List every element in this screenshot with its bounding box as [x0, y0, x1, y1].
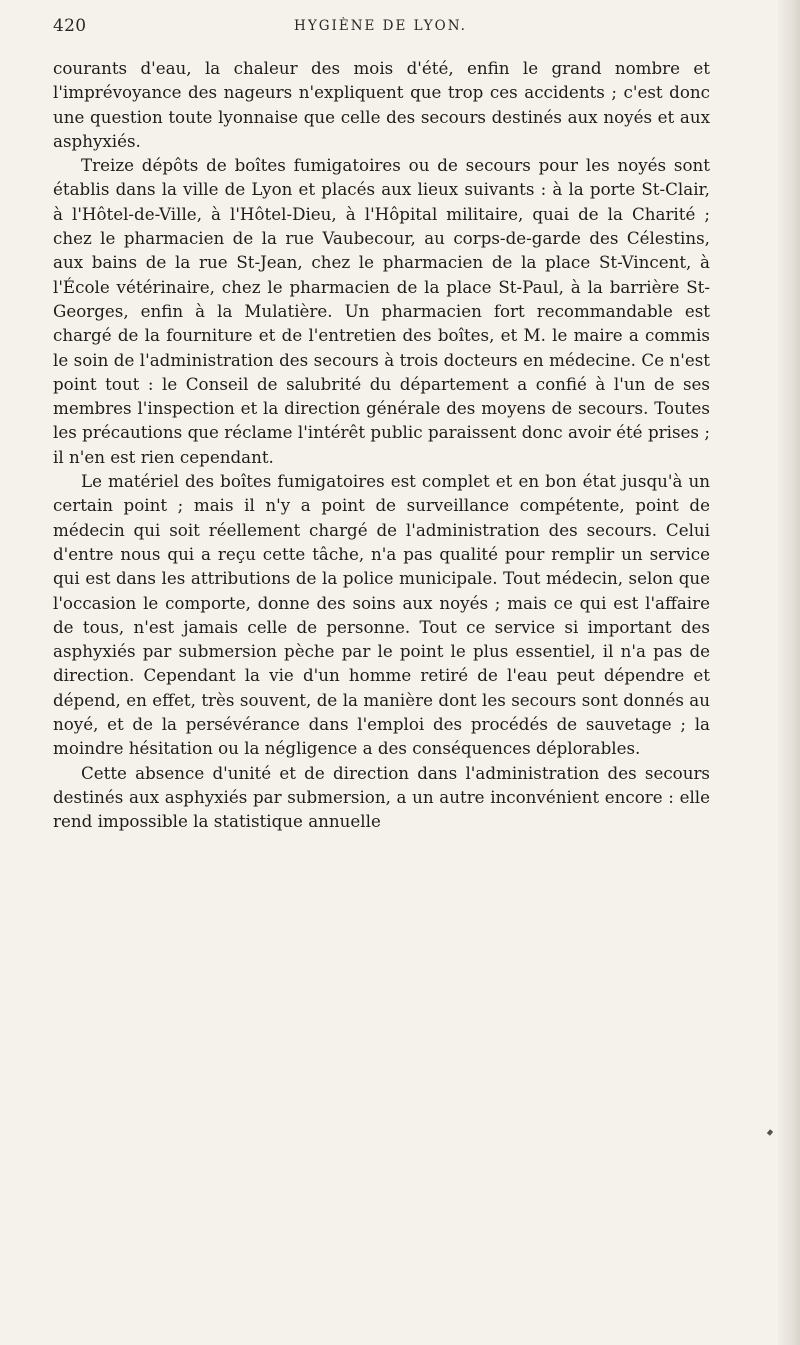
paragraph-materiel: Le matériel des boîtes fumigatoires est complet et en bon état jusqu'à un certain point ; mais il n'y a point de surveillance compétente, point de médecin qui soit réellement chargé de l'administration des secours. Celui d'entre nous qui a reçu cette tâche, n'a pas qualité pour remplir un service qui est dans les attributions de la police municipale. Tout médecin, selon que l'occasion le comporte, donne des soins aux noyés ; mais ce qui est l'affaire de tous, n'est jamais celle de personne. Tout ce service si important des asphyxiés par submersion pèche par le point le plus essentiel, il n'a pas de direction. Cependant la vie d'un homme retiré de l'eau peut dépendre et dépend, en effet, très souvent, de la manière dont les secours sont donnés au noyé, et de la persévérance dans l'emploi des procédés de sauvetage ; la moindre hésitation ou la négligence a des conséquences déplorables.	[53, 471, 710, 759]
paragraph-depots: Treize dépôts de boîtes fumigatoires ou de secours pour les noyés sont établis dans la ville de Lyon et placés aux lieux suivants : à la porte St-Clair, à l'Hôtel-de-Ville, à l'Hôtel-Dieu, à l'Hôpital militaire, quai de la Charité ; chez le pharmacien de la rue Vaubecour, au corps-de-garde des Célestins, aux bains de la rue St-Jean, chez le pharmacien de la place St-Vincent, à l'École vétérinaire, chez le pharmacien de la place St-Paul, à la barrière St-Georges, enfin à la Mulatière. Un pharmacien fort recommandable est chargé de la fourniture et de l'entretien des boîtes, et M. le maire a commis le soin de l'administration des secours à trois docteurs en médecine. Ce n'est point tout : le Conseil de salubrité du département a confié à l'un de ses membres l'inspection et la direction générale des moyens de secours. Toutes les précautions que réclame l'intérêt public paraissent donc avoir été prises ; il n'en est rien cependant.	[53, 155, 710, 467]
paragraph-continued: courants d'eau, la chaleur des mois d'été, enfin le grand nombre et l'imprévoyance des nageurs n'expliquent que trop ces accidents ; c'est donc une question toute lyonnaise que celle des secours destinés aux noyés et aux asphyxiés.	[53, 58, 710, 151]
page-header	[53, 16, 708, 38]
running-title: HYGIÈNE DE LYON.	[294, 18, 467, 34]
page-edge-shadow	[778, 0, 800, 1345]
paper-speck	[767, 1129, 773, 1135]
body-text	[53, 56, 710, 834]
page-number: 420	[53, 16, 87, 36]
paragraph-absence: Cette absence d'unité et de direction dans l'administration des secours destinés aux asphyxiés par submersion, a un autre inconvénient encore : elle rend impossible la statistique annuelle	[53, 762, 710, 832]
